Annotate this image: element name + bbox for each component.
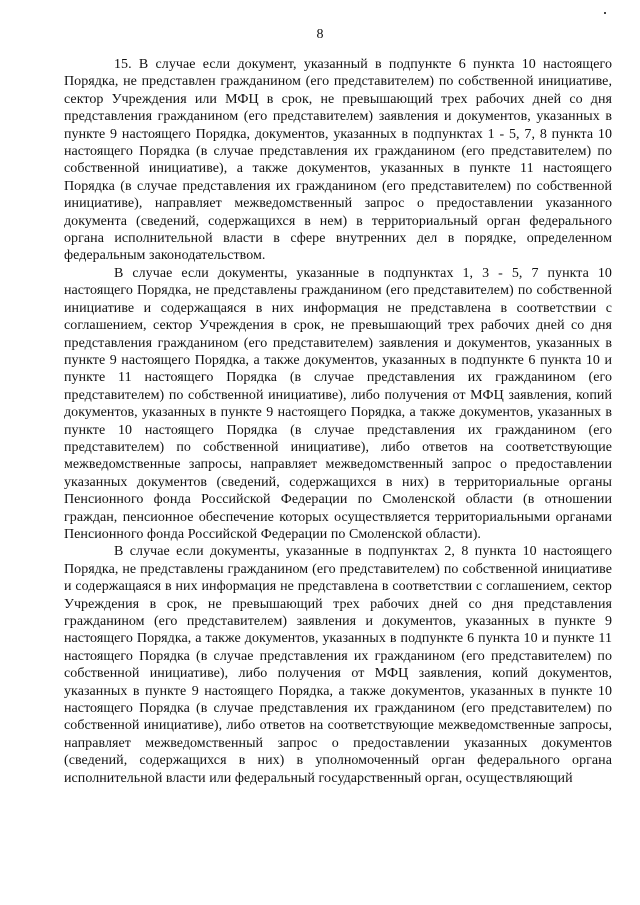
paragraph-15: 15. В случае если документ, указанный в подпункте 6 пункта 10 настоящего Порядка, не представлен гражданином (его представителем) по собственной инициативе, сектор Учреждения или МФЦ в срок, не превышающий трех рабочих дней со дня представления гражданином (его представителем) заявления и документов, указанных в пункте 9 настоящего Порядка, документов, указанных в подпунктах 1 - 5, 7, 8 пункта 10 настоящего Порядка (в случае представления их гражданином (его представителем) по собственной инициативе), а также документов, указанных в пункте 11 настоящего Порядка (в случае представления их гражданином (его представителем) по собственной инициативе), направляет межведомственный запрос о предоставлении указанного документа (сведений, содержащихся в нем) в территориальный орган федерального органа исполнительной власти в сфере внутренних дел в порядке, определенном федеральным законодательством. (64, 57, 612, 264)
paragraph-documents-federal: В случае если документы, указанные в подпунктах 2, 8 пункта 10 настоящего Порядка, не представлены гражданином (его представителем) по собственной инициативе и содержащаяся в них информация не представлена в соответствии с соглашением, сектор Учреждения в срок, не превышающий трех рабочих дней со дня представления гражданином (его представителем) заявления и документов, указанных в пункте 9 настоящего Порядка, а также документов, указанных в подпункте 6 пункта 10 и пункте 11 настоящего Порядка (в случае представления их гражданином (его представителем) по собственной инициативе), либо получения от МФЦ заявления, копий документов, указанных в пункте 9 настоящего Порядка, а также документов, указанных в пункте 10 настоящего Порядка (в случае представления их гражданином (его представителем) по собственной инициативе), либо ответов на соответствующие межведомственные запросы, направляет межведомственный запрос о предоставлении указанных документов (сведений, содержащихся в них) в уполномоченный орган федерального органа исполнительной власти или федеральный государственный орган, осуществляющий (64, 544, 612, 786)
paragraph-documents-pfr: В случае если документы, указанные в подпунктах 1, 3 - 5, 7 пункта 10 настоящего Порядка, не представлены гражданином (его представителем) по собственной инициативе и содержащаяся в них информация не представлена в соответствии с соглашением, сектор Учреждения в срок, не превышающий трех рабочих дней со дня представления гражданином (его представителем) заявления и документов, указанных в пункте 9 настоящего Порядка, а также документов, указанных в подпункте 6 пункта 10 и пункте 11 настоящего Порядка (в случае представления их гражданином (его представителем) по собственной инициативе), либо получения от МФЦ заявления, копий документов, указанных в пункте 9 настоящего Порядка, а также документов, указанных в пункте 10 настоящего Порядка (в случае представления их гражданином (его представителем) по собственной инициативе), либо ответов на соответствующие межведомственные запросы, направляет межведомственный запрос о предоставлении указанных документов (сведений, содержащихся в них) в территориальные органы Пенсионного фонда Российской Федерации по Смоленской области (в отношении граждан, пенсионное обеспечение которых осуществляется территориальными органами Пенсионного фонда Российской Федерации по Смоленской области). (64, 265, 612, 542)
page-number: 8 (316, 27, 324, 42)
scan-dot (604, 12, 606, 14)
document-body (64, 56, 612, 787)
